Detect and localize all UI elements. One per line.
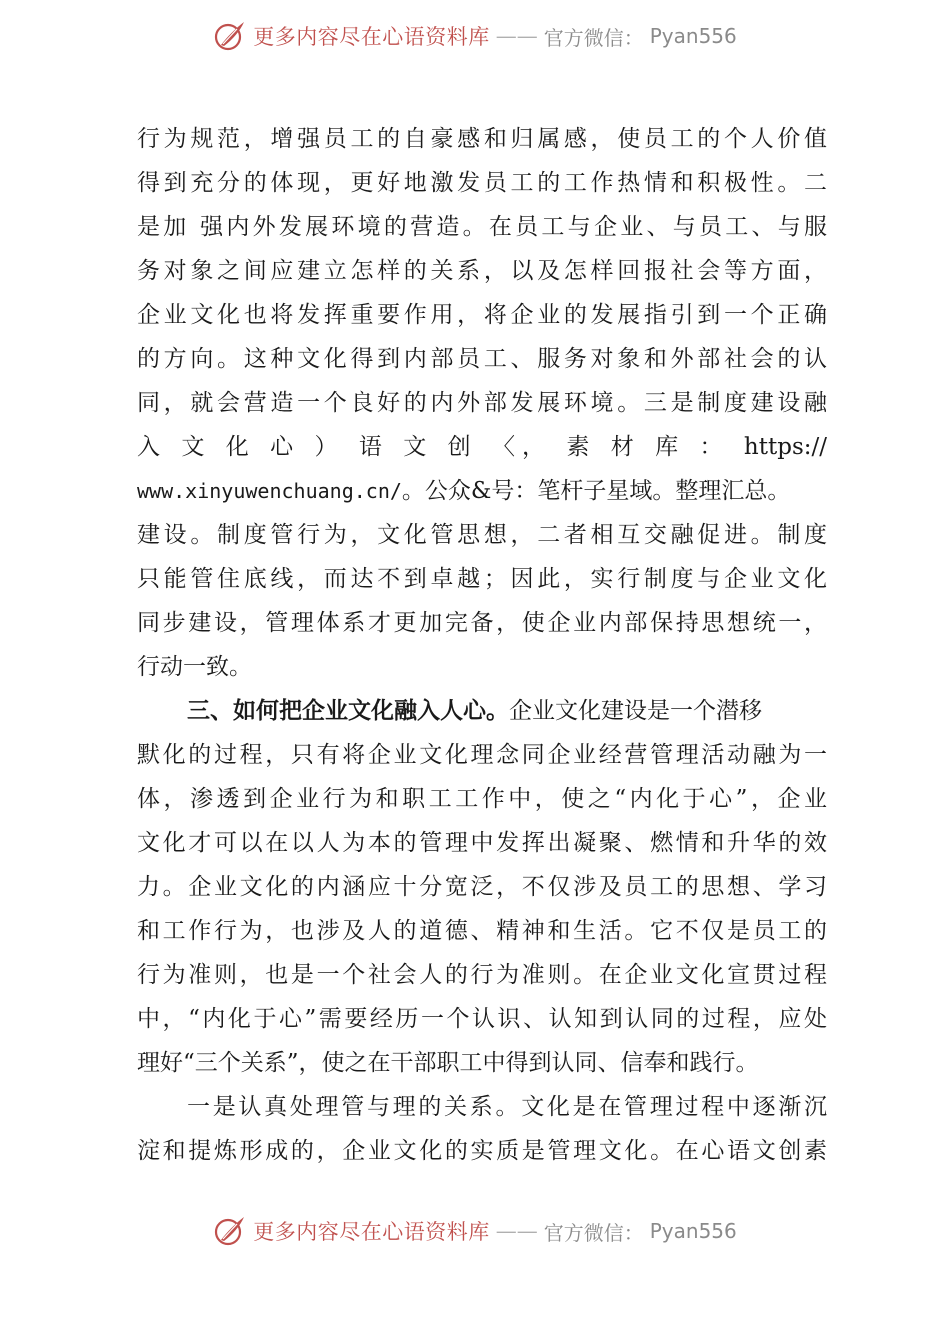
banner-title: 更多内容尽在心语资料库 xyxy=(253,1220,490,1244)
text-line: 体，渗透到企业行为和职工工作中，使之“内化于心”，企业 xyxy=(137,786,827,812)
text-line: 务对象之间应建立怎样的关系，以及怎样回报社会等方面， xyxy=(137,258,827,284)
text-line: 理好“三个关系”，使之在干部职工中得到认同、信奉和践行。 xyxy=(137,1050,759,1076)
text-line: 中，“内化于心”需要经历一个认识、认知到认同的过程，应处 xyxy=(137,1006,827,1032)
text-line: 默化的过程，只有将企业文化理念同企业经营管理活动融为一 xyxy=(137,742,827,768)
paragraph-start-line: 一是认真处理管与理的关系。文化是在管理过程中逐渐沉 xyxy=(187,1094,827,1120)
text-line: 是加 强内外发展环境的营造。在员工与企业、与员工、与服 xyxy=(137,214,827,240)
banner-wechat-id: Pyan556 xyxy=(649,1219,737,1243)
text-line: 行为规范，增强员工的自豪感和归属感，使员工的个人价值 xyxy=(137,126,827,152)
text-line: 和工作行为，也涉及人的道德、精神和生活。它不仅是员工的 xyxy=(137,918,827,944)
banner-title: 更多内容尽在心语资料库 xyxy=(253,25,490,49)
banner-separator: —— xyxy=(495,24,538,48)
text-line: 淀和提炼形成的，企业文化的实质是管理文化。在心语文创素 xyxy=(137,1138,827,1164)
section-heading: 三、如何把企业文化融入人心。 xyxy=(187,697,509,724)
text-line: 同，就会营造一个良好的内外部发展环境。三是制度建设融 xyxy=(137,390,827,416)
text-line-content: 入 文 化 心 ） 语 文 创 〈， 素 材 库 ： https:// xyxy=(137,434,827,460)
banner-wechat-label: 官方微信： xyxy=(543,1220,644,1245)
text-line: 只能管住底线，而达不到卓越；因此，实行制度与企业文化 xyxy=(137,566,827,592)
text-line xyxy=(137,425,827,469)
text-line-content: 。公众&号：笔杆子星域。整理汇总。 xyxy=(401,478,791,504)
text-line-content: 企业文化建设是一个潜移 xyxy=(509,698,762,724)
text-line: 企业文化也将发挥重要作用，将企业的发展指引到一个正确 xyxy=(137,302,827,328)
text-line: 建设。制度管行为，文化管思想，二者相互交融促进。制度 xyxy=(137,522,827,548)
quill-pen-logo-icon xyxy=(213,1214,247,1248)
text-line: 行动一致。 xyxy=(137,654,252,680)
quill-pen-logo-icon xyxy=(213,19,247,53)
text-line: 文化才可以在以人为本的管理中发挥出凝聚、燃情和升华的效 xyxy=(137,830,827,856)
text-line: 力。企业文化的内涵应十分宽泛，不仅涉及员工的思想、学习 xyxy=(137,874,827,900)
text-line xyxy=(137,469,827,513)
section-heading-line xyxy=(137,689,827,733)
text-line: 行为准则，也是一个社会人的行为准则。在企业文化宣贯过程 xyxy=(137,962,827,988)
footer-banner xyxy=(0,1211,950,1251)
document-body xyxy=(137,117,827,1173)
banner-wechat-id: Pyan556 xyxy=(649,24,737,48)
text-line: 的方向。这种文化得到内部员工、服务对象和外部社会的认 xyxy=(137,346,827,372)
text-line: 同步建设，管理体系才更加完备，使企业内部保持思想统一， xyxy=(137,610,827,636)
banner-wechat-label: 官方微信： xyxy=(543,25,644,50)
header-banner xyxy=(0,16,950,56)
text-line: 得到充分的体现，更好地激发员工的工作热情和积极性。二 xyxy=(137,170,827,196)
url-text: www.xinyuwenchuang.cn/ xyxy=(137,479,402,503)
banner-separator: —— xyxy=(495,1219,538,1243)
